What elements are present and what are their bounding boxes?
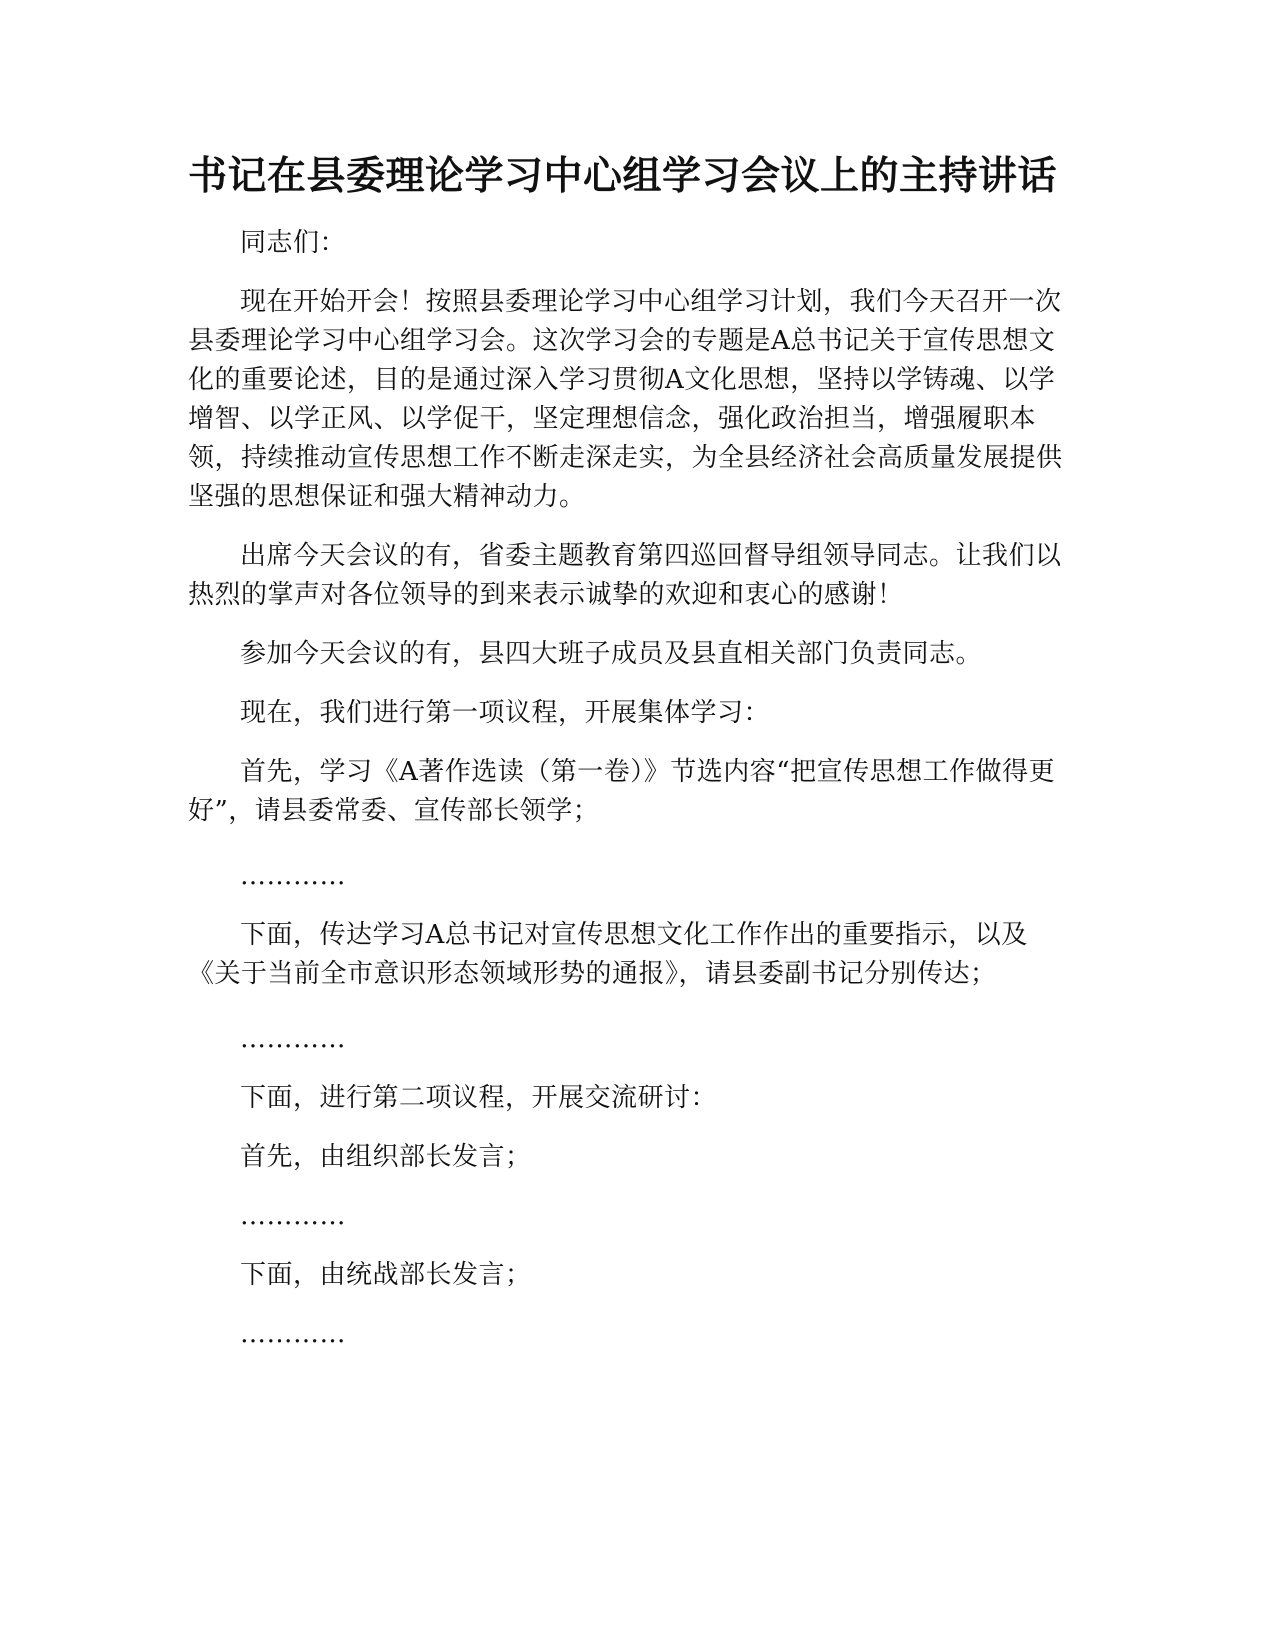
document-page [188, 150, 1080, 1374]
paragraph-salutation: 同志们： [240, 228, 347, 258]
document-title: 书记在县委理论学习中心组学习会议上的主持讲话 [188, 154, 1058, 199]
paragraph-attendees-members: 参加今天会议的有，县四大班子成员及县直相关部门负责同志。 [240, 639, 983, 669]
paragraph-opening: 现在开始开会！按照县委理论学习中心组学习计划，我们今天召开一次县委理论学习中心组学习会。这次学习会的专题是A总书记关于宣传思想文化的重要论述，目的是通过深入学习贯彻A文化思想，坚持以学铸魂、以学增智、以学正风、以学促干，坚定理想信念，强化政治担当，增强履职本领，持续推动宣传思想工作不断走深走实，为全县经济社会高质量发展提供坚强的思想保证和强大精神动力。 [188, 287, 1063, 512]
paragraph-convey-instructions: 下面，传达学习A总书记对宣传思想文化工作作出的重要指示，以及《关于当前全市意识形态领域形势的通报》，请县委副书记分别传达； [188, 920, 1028, 989]
paragraph-ellipsis: ………… [240, 1024, 346, 1054]
paragraph-speaker-organization: 首先，由组织部长发言； [240, 1142, 532, 1172]
paragraph-ellipsis: ………… [240, 861, 346, 891]
paragraph-attendees-leaders: 出席今天会议的有，省委主题教育第四巡回督导组领导同志。让我们以热烈的掌声对各位领导的到来表示诚挚的欢迎和衷心的感谢！ [188, 541, 1062, 610]
paragraph-agenda-two: 下面，进行第二项议程，开展交流研讨： [240, 1083, 718, 1113]
paragraph-ellipsis: ………… [240, 1201, 346, 1231]
paragraph-study-first: 首先，学习《A著作选读（第一卷）》节选内容“把宣传思想工作做得更好”，请县委常委、宣传部长领学； [188, 757, 1056, 826]
paragraph-agenda-one: 现在，我们进行第一项议程，开展集体学习： [240, 698, 771, 728]
paragraph-speaker-united-front: 下面，由统战部长发言； [240, 1260, 532, 1290]
paragraph-ellipsis: ………… [240, 1319, 346, 1349]
